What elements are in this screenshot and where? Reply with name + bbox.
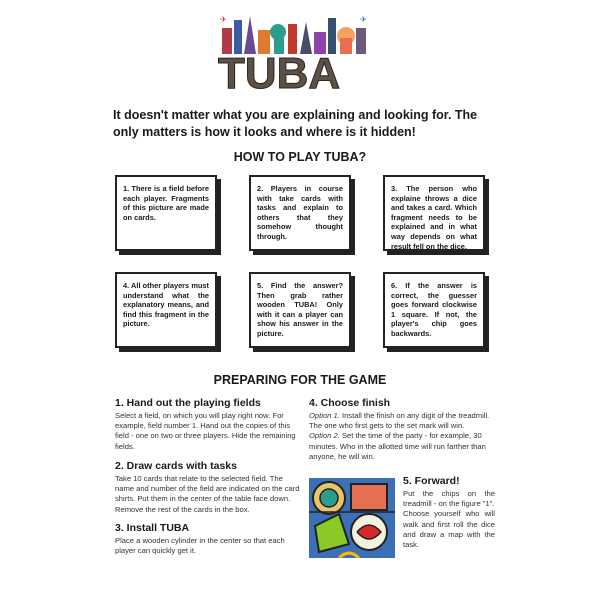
step-card-1: 1. There is a field before each player. Fragments of this picture are made on cards.: [115, 175, 217, 251]
svg-text:✈: ✈: [360, 15, 367, 24]
option-1-label: Option 1.: [309, 411, 340, 420]
section-5-body: [403, 489, 495, 550]
step-card-3: 3. The person who explaine throws a dice and takes a card. Which fragment needs to be explained and in what way depends on what result fell on the dice.: [383, 175, 485, 251]
section-1-body: Select a field, on which you will play right now. For example, field number 1. Hand out the copies of this field - one on two or three players. Hide the remaining fields.: [115, 411, 296, 451]
step-card-4: 4. All other players must understand what the explanatory means, and find this fragment in the picture.: [115, 272, 217, 348]
section-5-text-1: Put the chips on the treadmill - on the figure "1".: [403, 489, 495, 509]
section-2-body: Take 10 cards that relate to the selected field. The name and number of the field are indicated on the card shirts. Put them in the center of the table face down. Remove the rest of the cards in the box.: [115, 474, 300, 514]
option-2-label: Option 2.: [309, 431, 340, 441]
tuba-logo: [200, 10, 390, 92]
how-to-title: HOW TO PLAY TUBA?: [233, 150, 367, 164]
section-3-body: Place a wooden cylinder in the center so that each player can quickly get it.: [115, 536, 285, 556]
section-1-title: 1. Hand out the playing fields: [115, 397, 261, 409]
tagline: It doesn't matter what you are explaining and looking for. The only matters is how it looks and where is it hidden!: [113, 108, 478, 139]
section-5-text-2: Choose yourself who will walk and first roll the dice and draw a map with the task.: [403, 509, 495, 550]
section-4-body: [309, 411, 495, 462]
option-2-text: Set the time of the party - for example, 30 minutes. Who in the allotted time will run farther than anyone, he will win.: [309, 431, 486, 461]
step-card-2: 2. Players in course with take cards with tasks and explain to others that they somehow thought through.: [249, 175, 351, 251]
section-4-title: 4. Choose finish: [309, 397, 391, 409]
svg-text:✈: ✈: [220, 15, 227, 24]
section-5-title: 5. Forward!: [403, 475, 460, 487]
section-3-title: 3. Install TUBA: [115, 522, 190, 534]
step-card-5: 5. Find the answer? Then grab rather wooden TUBA! Only with it can a player can show his answer in the picture.: [249, 272, 351, 348]
picture-fragment-art: [309, 478, 395, 558]
option-1-text: Install the finish on any digit of the treadmill. The one who first gets to the set mark will win.: [309, 411, 490, 431]
section-2-title: 2. Draw cards with tasks: [115, 460, 237, 472]
preparing-title: PREPARING FOR THE GAME: [213, 373, 387, 387]
logo-letters: TUBA: [218, 49, 341, 92]
step-card-6: 6. If the answer is correct, the guesser goes forward clockwise 1 square. If not, the player's chip goes backwards.: [383, 272, 485, 348]
